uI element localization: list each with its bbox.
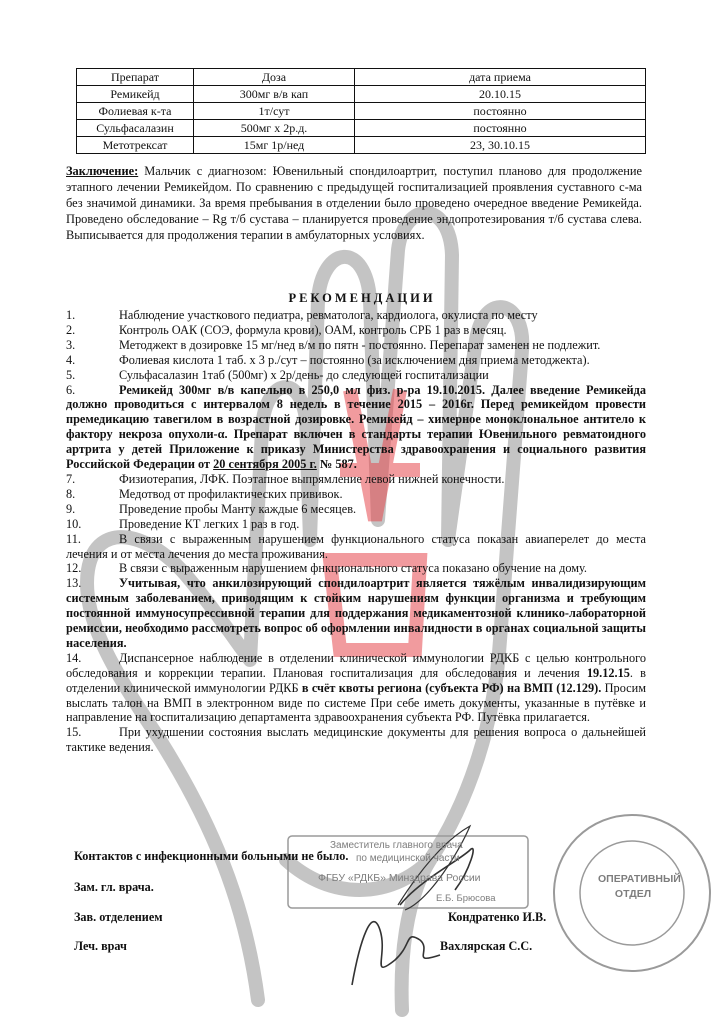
item-number: 6.: [66, 382, 76, 397]
stamp-line: по медицинской части: [356, 853, 460, 864]
table-cell: Сульфасалазин: [77, 120, 194, 137]
item-number: 5.: [66, 367, 76, 382]
attending-doctor-name: Вахлярская С.С.: [440, 939, 533, 953]
table-cell: Ремикейд: [77, 86, 194, 103]
item-number: 14.: [66, 650, 82, 665]
item-text: Сульфасалазин 1таб (500мг) х 2р/день- до следующей госпитализации: [119, 367, 489, 382]
hospitalization-date: 19.12.15: [586, 665, 630, 680]
item-text: Физиотерапия, ЛФК. Поэтапное выпрямление левой нижней конечности.: [119, 471, 505, 486]
item-text: В связи с выраженным нарушением фнкционального статуса показано обучение на дому.: [119, 561, 588, 576]
item-text: Проведение КТ легких 1 раз в год.: [119, 516, 300, 531]
attending-doctor-label: Леч. врач: [74, 939, 127, 953]
item-text-part: № 587.: [316, 457, 357, 472]
item-text: Контроль ОАК (СОЭ, формула крови), ОАМ, контроль СРБ 1 раз в месяц.: [119, 322, 507, 337]
conclusion-text: Мальчик с диагнозом: Ювенильный спондилоартрит, поступил планово для продолжение этапного лечении Ремикейдом. По сравнению с предыдущей госпитализацией проявления суставного с-ма без значимой динамики. За время пребывания в отделении было проведено очередное введение Ремикейда. Проведено обследование – Rg т/б сустава – планируется проведение эндопротезирования т/б сустава слева. Выписывается для продолжения терапии в амбулаторных условиях.: [66, 164, 642, 242]
department-head-label: Зав. отделением: [74, 910, 163, 924]
table-header-drug: Препарат: [77, 69, 194, 86]
item-number: 15.: [66, 725, 82, 740]
item-number: 12.: [66, 561, 82, 576]
table-cell: 1т/сут: [194, 103, 355, 120]
item-text: Наблюдение участкового педиатра, ревматолога, кардиолога, окулиста по месту: [119, 308, 538, 322]
item-number: 13.: [66, 576, 82, 591]
round-stamp-text: ОПЕРАТИВНЫЙ ОТДЕЛ: [598, 873, 681, 900]
item-number: 1.: [66, 308, 76, 322]
item-text: Методжект в дозировке 15 мг/нед в/м по пятн - постоянно. Перепарат заменен не подлежит.: [119, 337, 601, 352]
table-cell: 23, 30.10.15: [355, 137, 646, 154]
item-text: При ухудшении состояния выслать медицинские документы для решения вопроса о дальнейшей тактике ведения.: [66, 725, 646, 755]
stamp-line: ФГБУ «РДКБ» Минздрава России: [318, 872, 481, 884]
item-text: Проведение пробы Манту каждые 6 месяцев.: [119, 501, 357, 516]
item-number: 4.: [66, 352, 76, 367]
item-text: Учитывая, что анкилозирующий спондилоартрит является тяжёлым инвалидизирующим системным заболеванием, приводящим к стойким нарушениям функции организма и требующим постоянной иммуносупрессивной терапии для поддержания медикаментозной клинико-лабораторной ремиссии, необходимо рассмотреть вопрос об оформлении инвалидности в органах социальной защиты населения.: [66, 576, 646, 650]
item-number: 10.: [66, 516, 82, 531]
item-number: 7.: [66, 471, 76, 486]
table-header-date: дата приема: [355, 69, 646, 86]
contacts-note: Контактов с инфекционными больными не было.: [74, 849, 349, 863]
table-cell: 300мг в/в кап: [194, 86, 355, 103]
table-header-dose: Доза: [194, 69, 355, 86]
item-number: 2.: [66, 322, 76, 337]
table-cell: постоянно: [355, 103, 646, 120]
item-number: 11.: [66, 531, 81, 546]
item-text: Фолиевая кислота 1 таб. х 3 р./сут – постоянно (за исключением дня приема методжекта).: [119, 352, 590, 367]
item-text-part: Ремикейд 300мг в/в капельно в 250,0 мл физ. р-ра 19.10.2015. Далее введение Ремикейда должно проводиться с интервалом 8 недель в течение 2015 – 2016г. Перед ремикейдом провести премедикацию тавегилом в возрастной дозировке. Ремикейд – химерное моноклональное антитело к фактору некроза опухоли-α. Препарат включен в стандарты терапии Ювенильного ревматоидного артрита у детей Приложение к приказу Министерства здравоохранения и социального развития Российской Федерации от: [66, 382, 646, 472]
item-text-part: Диспансерное наблюдение в отделении клинической иммунологии РДКБ с целью контрольного обследования и коррекции терапии. Плановая госпитализация для обследования и лечения: [66, 650, 646, 680]
item-number: 8.: [66, 486, 76, 501]
order-date: 20 сентября 2005 г.: [213, 457, 317, 472]
table-cell: 20.10.15: [355, 86, 646, 103]
department-head-name: Кондратенко И.В.: [448, 910, 547, 924]
item-text-part: . в отделении клинической иммунологии РДКБ: [66, 665, 646, 695]
stamp-line: Е.Б. Брюсова: [436, 893, 496, 904]
item-number: 3.: [66, 337, 76, 352]
conclusion-label: Заключение:: [66, 164, 139, 178]
recommendations-title: РЕКОМЕНДАЦИИ: [288, 291, 436, 305]
table-cell: постоянно: [355, 120, 646, 137]
quota-text: в счёт квоты региона (субъекта РФ) на ВМП (12.129).: [301, 680, 602, 695]
item-text: В связи с выраженным нарушением функционального статуса показан авиаперелет до места лечения и от места лечения до места проживания.: [66, 531, 646, 561]
item-text-part: Просим выслать талон на ВМП в электронном виде по системе При себе иметь документы, указанные в путёвке и направление на госпитализацию департамента здравоохранения субъекта РФ. Путёвка прилагается.: [66, 680, 646, 725]
item-number: 9.: [66, 501, 76, 516]
table-cell: Фолиевая к-та: [77, 103, 194, 120]
deputy-chief-label: Зам. гл. врача.: [74, 880, 154, 894]
stamp-line: Заместитель главного врача: [330, 840, 463, 851]
item-text: Медотвод от профилактических прививок.: [119, 486, 343, 501]
table-cell: Метотрексат: [77, 137, 194, 154]
table-cell: 15мг 1р/нед: [194, 137, 355, 154]
table-cell: 500мг х 2р.д.: [194, 120, 355, 137]
